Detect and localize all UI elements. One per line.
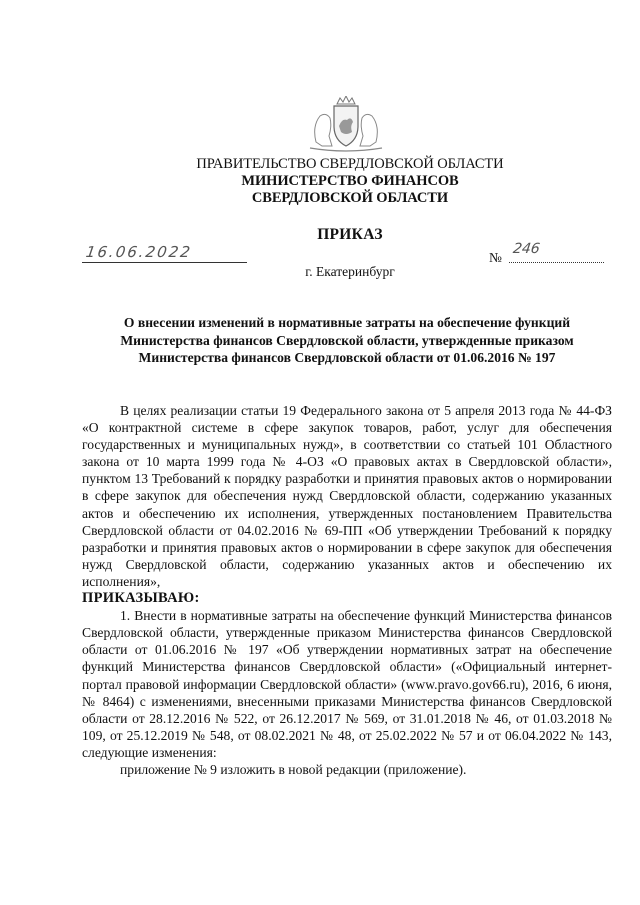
preamble-paragraph: В целях реализации статьи 19 Федерального закона от 5 апреля 2013 года № 44-ФЗ «О контрактной системе в сфере закупок товаров, работ, услуг для обеспечения государственных и муниципальных нужд», в соответствии со статьей 101 Областного закона от 10 марта 1999 года № 4-ОЗ «О правовых актах в Свердловской области», пунктом 13 Требований к порядку разработки и принятия правовых актов о нормировании в сфере закупок для обеспечения нужд Свердловской области, содержанию указанных актов и обеспечению их исполнения, утвержденных постановлением Правительства Свердловской области от 04.02.2016 № 69-ПП «Об утверждении Требований к порядку разработки и принятия правовых актов о нормировании в сфере закупок для обеспечения нужд Свердловской области, содержанию указанных актов и обеспечению их исполнения»,	[82, 403, 612, 589]
order-date-field	[82, 243, 247, 263]
number-label: №	[489, 250, 502, 265]
item-1-paragraph: 1. Внести в нормативные затраты на обеспечение функций Министерства финансов Свердловской области, утвержденные приказом Министерства финансов Свердловской области от 01.06.2016 № 197 «Об утверждении нормативных затрат на обеспечение функций Министерства финансов Свердловской области» («Официальный интернет-портал правовой информации Свердловской области» (www.pravo.gov66.ru), 2016, 6 июня, № 8464) с изменениями, внесенными приказами Министерства финансов Свердловской области от 28.12.2016 № 522, от 26.12.2017 № 569, от 31.01.2018 № 46, от 01.03.2018 № 109, от 25.12.2019 № 548, от 08.02.2021 № 48, от 25.02.2022 № 57 и от 06.04.2022 № 143, следующие изменения:	[82, 608, 612, 760]
order-number-field	[509, 241, 604, 263]
coat-of-arms-icon	[296, 96, 396, 152]
order-subject: О внесении изменений в нормативные затраты на обеспечение функций Министерства финансов Свердловской области, утвержденные приказом Министерства финансов Свердловской области от 01.06.2016 № 197	[120, 315, 574, 365]
order-word: ПРИКАЗЫВАЮ:	[82, 590, 200, 607]
document-body	[82, 402, 612, 778]
region-name: СВЕРДЛОВСКОЙ ОБЛАСТИ	[251, 190, 449, 206]
city-line: г. Екатеринбург	[305, 264, 395, 279]
document-title: ПРИКАЗ	[317, 226, 383, 243]
ministry-name: МИНИСТЕРСТВО ФИНАНСОВ	[241, 173, 459, 189]
order-number: 246	[511, 241, 541, 257]
item-1-sub-paragraph: приложение № 9 изложить в новой редакции (приложение).	[120, 761, 467, 777]
government-name: ПРАВИТЕЛЬСТВО СВЕРДЛОВСКОЙ ОБЛАСТИ	[196, 156, 504, 172]
order-date: 16.06.2022	[84, 243, 194, 261]
